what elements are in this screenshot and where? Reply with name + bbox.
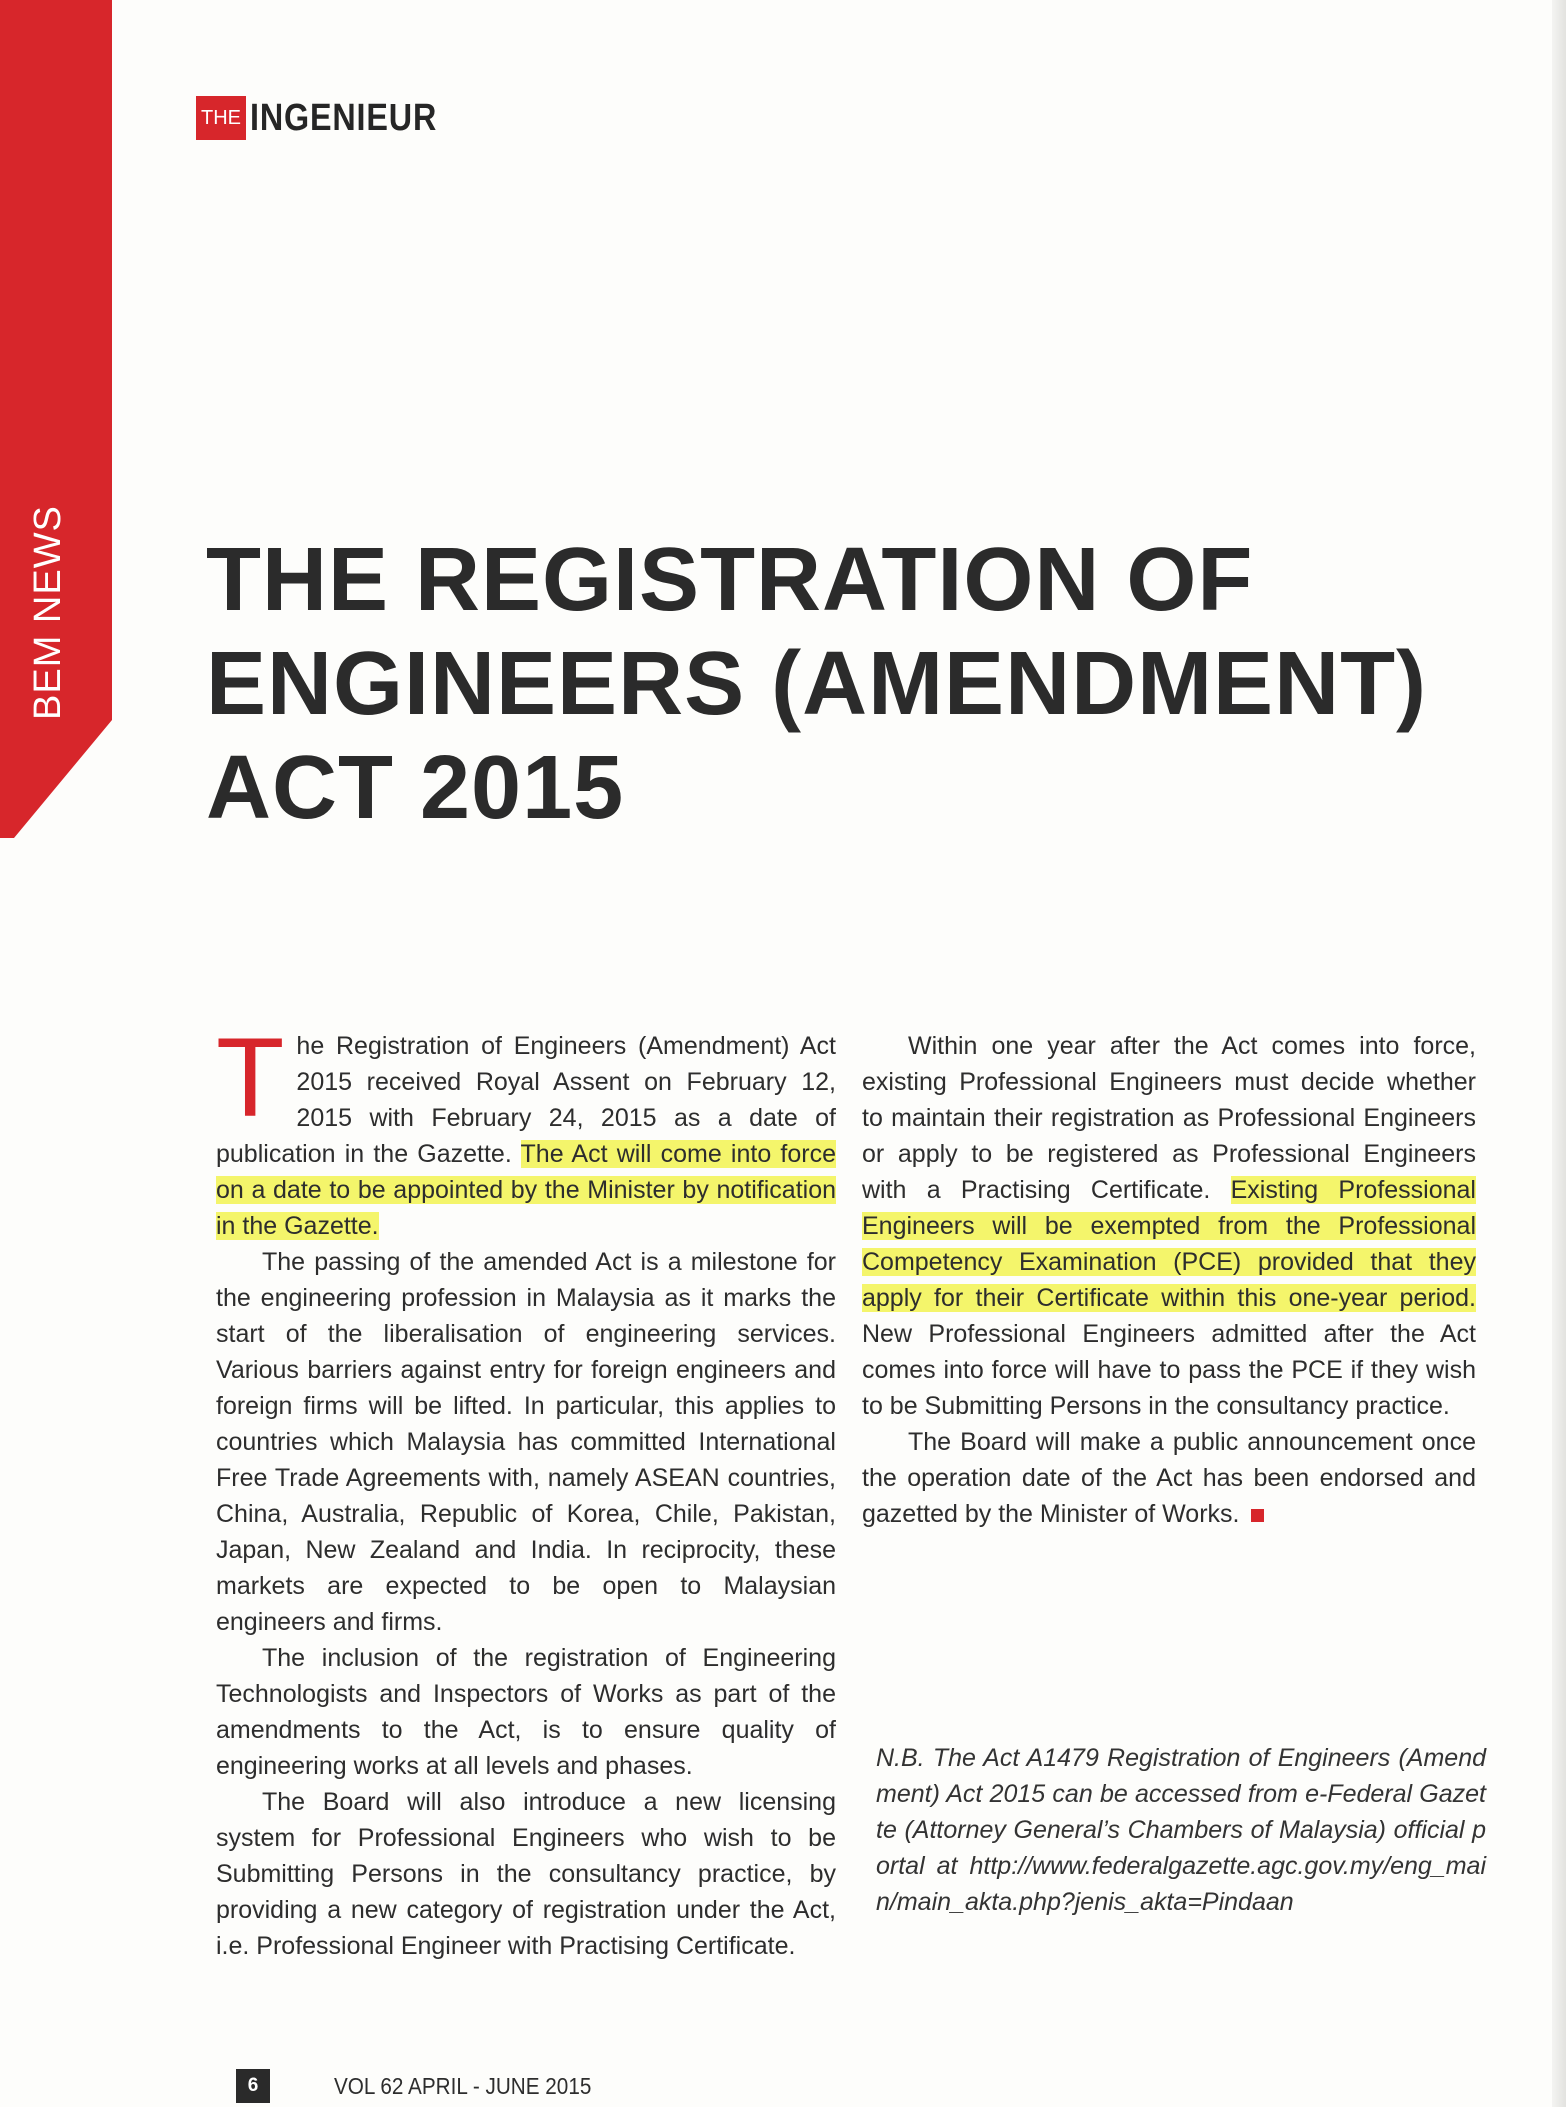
article-column-left bbox=[216, 1015, 836, 1964]
paragraph-1-lead: he Registration of Engineers (Amendment) Act 2015 received Royal Assent on February 12, 2015 with February 24, 2015 as a date of publication in the Gazette. bbox=[216, 1032, 836, 1168]
headline-line-2: ENGINEERS (AMENDMENT) bbox=[206, 634, 1428, 734]
footnote: N.B. The Act A1479 Registration of Engineers (Amendment) Act 2015 can be accessed from e-Federal Gazette (Attorney General’s Chambers of Malaysia) official portal at http://www.federalgazette.agc.gov.my/eng_main/main_akta.php?jenis_akta=Pindaan bbox=[876, 1744, 1486, 1916]
highlighted-text: The Act will come into force on a date to be appointed by the Minister by notification in the Gazette. bbox=[216, 1140, 836, 1240]
article-headline bbox=[206, 528, 1506, 840]
page-number: 6 bbox=[236, 2069, 270, 2103]
end-of-article-mark bbox=[1251, 1509, 1264, 1522]
highlighted-text: Existing Professional Engineers will be exempted from the Professional Competency Examination (PCE) provided that they apply for their Certificate within this one-year period. bbox=[862, 1176, 1476, 1312]
headline-line-3: ACT 2015 bbox=[206, 738, 625, 838]
paragraph-6-text: The Board will make a public announcement once the operation date of the Act has been endorsed and gazetted by the Minister of Works. bbox=[862, 1428, 1476, 1528]
paragraph-5-tail: New Professional Engineers admitted after the Act comes into force will have to pass the PCE if they wish to be Submitting Persons in the consultancy practice. bbox=[862, 1320, 1476, 1420]
headline-line-1: THE REGISTRATION OF bbox=[206, 530, 1254, 630]
article-column-right bbox=[862, 1028, 1476, 1532]
article-paragraph-4: The Board will also introduce a new licensing system for Professional Engineers who wish to be Submitting Persons in the consultancy practice, by providing a new category of registration under the Act, i.e. Professional Engineer with Practising Certificate. bbox=[216, 1788, 836, 1960]
page-footer bbox=[236, 2069, 620, 2103]
article-paragraph-1 bbox=[216, 1015, 836, 1244]
article-paragraph-2: The passing of the amended Act is a milestone for the engineering profession in Malaysia as it marks the start of the liberalisation of engineering services. Various barriers against entry for foreign engineers and foreign firms will be lifted. In particular, this applies to countries which Malaysia has committed International Free Trade Agreements with, namely ASEAN countries, China, Australia, Republic of Korea, Chile, Pakistan, Japan, New Zealand and India. In reciprocity, these markets are expected to be open to Malaysian engineers and firms. bbox=[216, 1248, 836, 1636]
issue-info: VOL 62 APRIL - JUNE 2015 bbox=[334, 2072, 592, 2099]
section-tab-label bbox=[27, 660, 70, 720]
drop-cap: T bbox=[216, 1015, 285, 1140]
logo-prefix: THE bbox=[196, 96, 246, 140]
magazine-logo bbox=[196, 96, 470, 140]
paragraph-5-lead: Within one year after the Act comes into force, existing Professional Engineers must decide whether to maintain their registration as Professional Engineers or apply to be registered as Professional Engineers with a Practising Certificate. bbox=[862, 1032, 1476, 1204]
article-paragraph-3: The inclusion of the registration of Engineering Technologists and Inspectors of Works as part of the amendments to the Act, is to ensure quality of engineering works at all levels and phases. bbox=[216, 1644, 836, 1780]
article-paragraph-6 bbox=[862, 1424, 1476, 1532]
page-edge bbox=[1552, 0, 1566, 2107]
logo-name: INGENIEUR bbox=[250, 96, 438, 139]
article-paragraph-5 bbox=[862, 1028, 1476, 1424]
